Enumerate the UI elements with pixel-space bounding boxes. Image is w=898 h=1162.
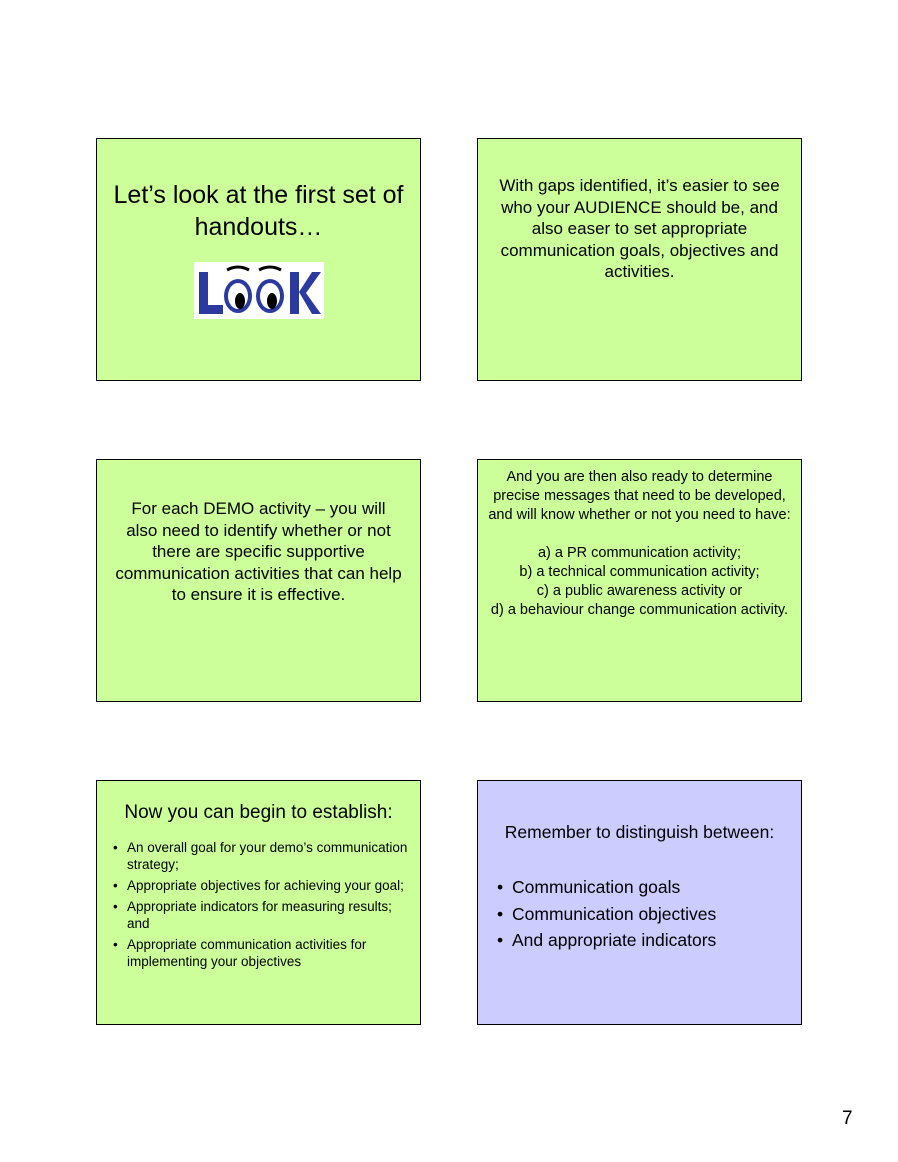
slide-6 bbox=[477, 780, 802, 1025]
slide-2 bbox=[477, 138, 802, 381]
slide-4-text bbox=[486, 468, 793, 620]
slide-5 bbox=[96, 780, 421, 1025]
list-item bbox=[111, 898, 410, 932]
list-item bbox=[497, 927, 791, 954]
list-item-text: Appropriate indicators for measuring results; and bbox=[127, 899, 392, 931]
look-logo bbox=[194, 262, 324, 319]
bullet-icon: • bbox=[113, 840, 118, 855]
slide-6-title: Remember to distinguish between: bbox=[504, 822, 775, 842]
slide-3 bbox=[96, 459, 421, 702]
list-item bbox=[111, 839, 410, 873]
slide-4-option-c: c) a public awareness activity or bbox=[536, 583, 743, 599]
slide-5-bullet-list bbox=[111, 839, 410, 974]
slide-4-option-d: d) a behaviour change communication activity. bbox=[490, 602, 789, 618]
list-item-text: Communication objectives bbox=[512, 903, 717, 924]
slide-6-bullet-list bbox=[497, 874, 791, 954]
bullet-icon: • bbox=[497, 877, 504, 897]
spacer bbox=[486, 525, 793, 544]
slide-2-text: With gaps identified, it’s easier to see who your AUDIENCE should be, and also easer to set appropriate communication goals, objectives and activities. bbox=[499, 176, 780, 281]
slide-3-text: For each DEMO activity – you will also need to identify whether or not there are specific supportive communication activities that can help to ensure it is effective. bbox=[115, 499, 402, 604]
list-item-text: And appropriate indicators bbox=[512, 930, 717, 950]
slide-4 bbox=[477, 459, 802, 702]
list-item-text: Communication goals bbox=[512, 877, 681, 897]
list-item-text: Appropriate objectives for achieving your goal; bbox=[127, 878, 404, 893]
bullet-icon: • bbox=[497, 930, 504, 950]
slide-4-option-b: b) a technical communication activity; bbox=[519, 564, 760, 580]
slide-5-title: Now you can begin to establish: bbox=[124, 802, 393, 823]
bullet-icon: • bbox=[113, 878, 118, 893]
bullet-icon: • bbox=[497, 903, 504, 924]
slide-1-title: Let’s look at the first set of handouts… bbox=[113, 181, 404, 241]
list-item bbox=[497, 874, 791, 901]
slide-4-intro: And you are then also ready to determine precise messages that need to be developed, and will know whether or not you need to have: bbox=[488, 469, 791, 523]
list-item bbox=[111, 936, 410, 970]
list-item bbox=[111, 877, 410, 894]
bullet-icon: • bbox=[113, 899, 118, 914]
list-item-text: An overall goal for your demo’s communication strategy; bbox=[127, 840, 408, 872]
look-eyes-icon bbox=[194, 262, 324, 319]
slide-1 bbox=[96, 138, 421, 381]
bullet-icon: • bbox=[113, 937, 118, 952]
slide-4-option-a: a) a PR communication activity; bbox=[537, 545, 742, 561]
list-item-text: Appropriate communication activities for implementing your objectives bbox=[127, 937, 367, 969]
page-number: 7 bbox=[842, 1108, 853, 1129]
list-item bbox=[497, 901, 791, 928]
